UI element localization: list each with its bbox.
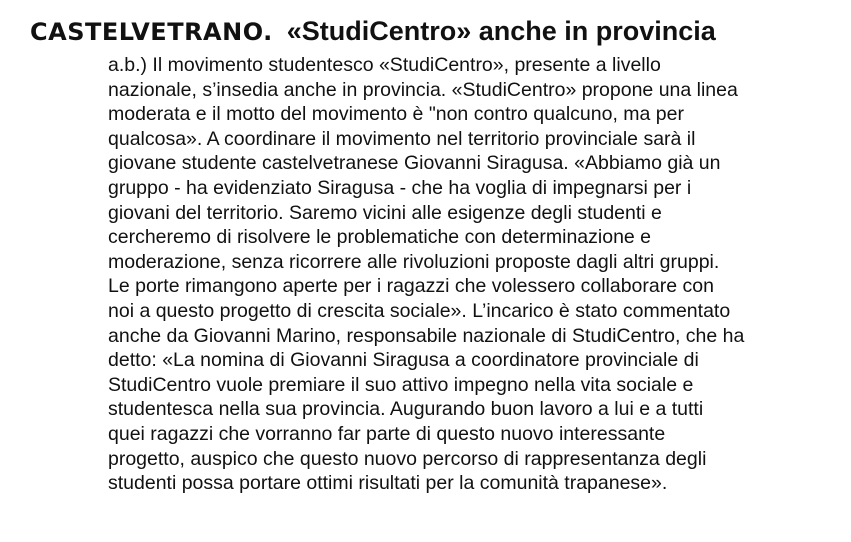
- headline-title: «StudiCentro» anche in provincia: [286, 16, 716, 46]
- body-line: a.b.) Il movimento studentesco «StudiCentro», presente a livello: [108, 54, 661, 76]
- body-line: giovane studente castelvetranese Giovanni Siragusa. «Abbiamo già un: [108, 152, 721, 175]
- body-line: studentesca nella sua provincia. Augurando buon lavoro a lui e a tutti: [108, 398, 704, 421]
- body-line: qualcosa». A coordinare il movimento nel territorio provinciale sarà il: [108, 127, 696, 150]
- body-line: nazionale, s’insedia anche in provincia. «StudiCentro» propone una linea: [108, 78, 738, 101]
- headline: [30, 12, 716, 55]
- body-line: giovani del territorio. Saremo vicini alle esigenze degli studenti e: [108, 201, 662, 224]
- body-line: moderazione, senza ricorrere alle rivoluzioni proposte dagli altri gruppi.: [108, 250, 720, 273]
- body-line: cercheremo di risolvere le problematiche con determinazione e: [108, 226, 652, 249]
- body-line: progetto, auspico che questo nuovo percorso di rappresentanza degli: [108, 447, 707, 470]
- body-line: studenti possa portare ottimi risultati per la comunità trapanese».: [108, 472, 668, 495]
- body-line: gruppo - ha evidenziato Siragusa - che ha voglia di impegnarsi per i: [108, 176, 692, 199]
- body-line: StudiCentro vuole premiare il suo attivo impegno nella vita sociale e: [108, 373, 694, 396]
- body-line: moderata e il motto del movimento è "non contro qualcuno, ma per: [108, 103, 684, 126]
- body-line: detto: «La nomina di Giovanni Siragusa a coordinatore provinciale di: [108, 349, 699, 372]
- body-line: Le porte rimangono aperte per i ragazzi che volessero collaborare con: [108, 275, 714, 298]
- article-body: [108, 53, 818, 496]
- body-line: quei ragazzi che vorranno far parte di questo nuovo interessante: [108, 422, 666, 445]
- body-line: noi a questo progetto di crescita sociale». L’incarico è stato commentato: [108, 299, 731, 322]
- headline-kicker: CASTELVETRANO.: [30, 18, 273, 46]
- body-line: anche da Giovanni Marino, responsabile nazionale di StudiCentro, che ha: [108, 324, 745, 347]
